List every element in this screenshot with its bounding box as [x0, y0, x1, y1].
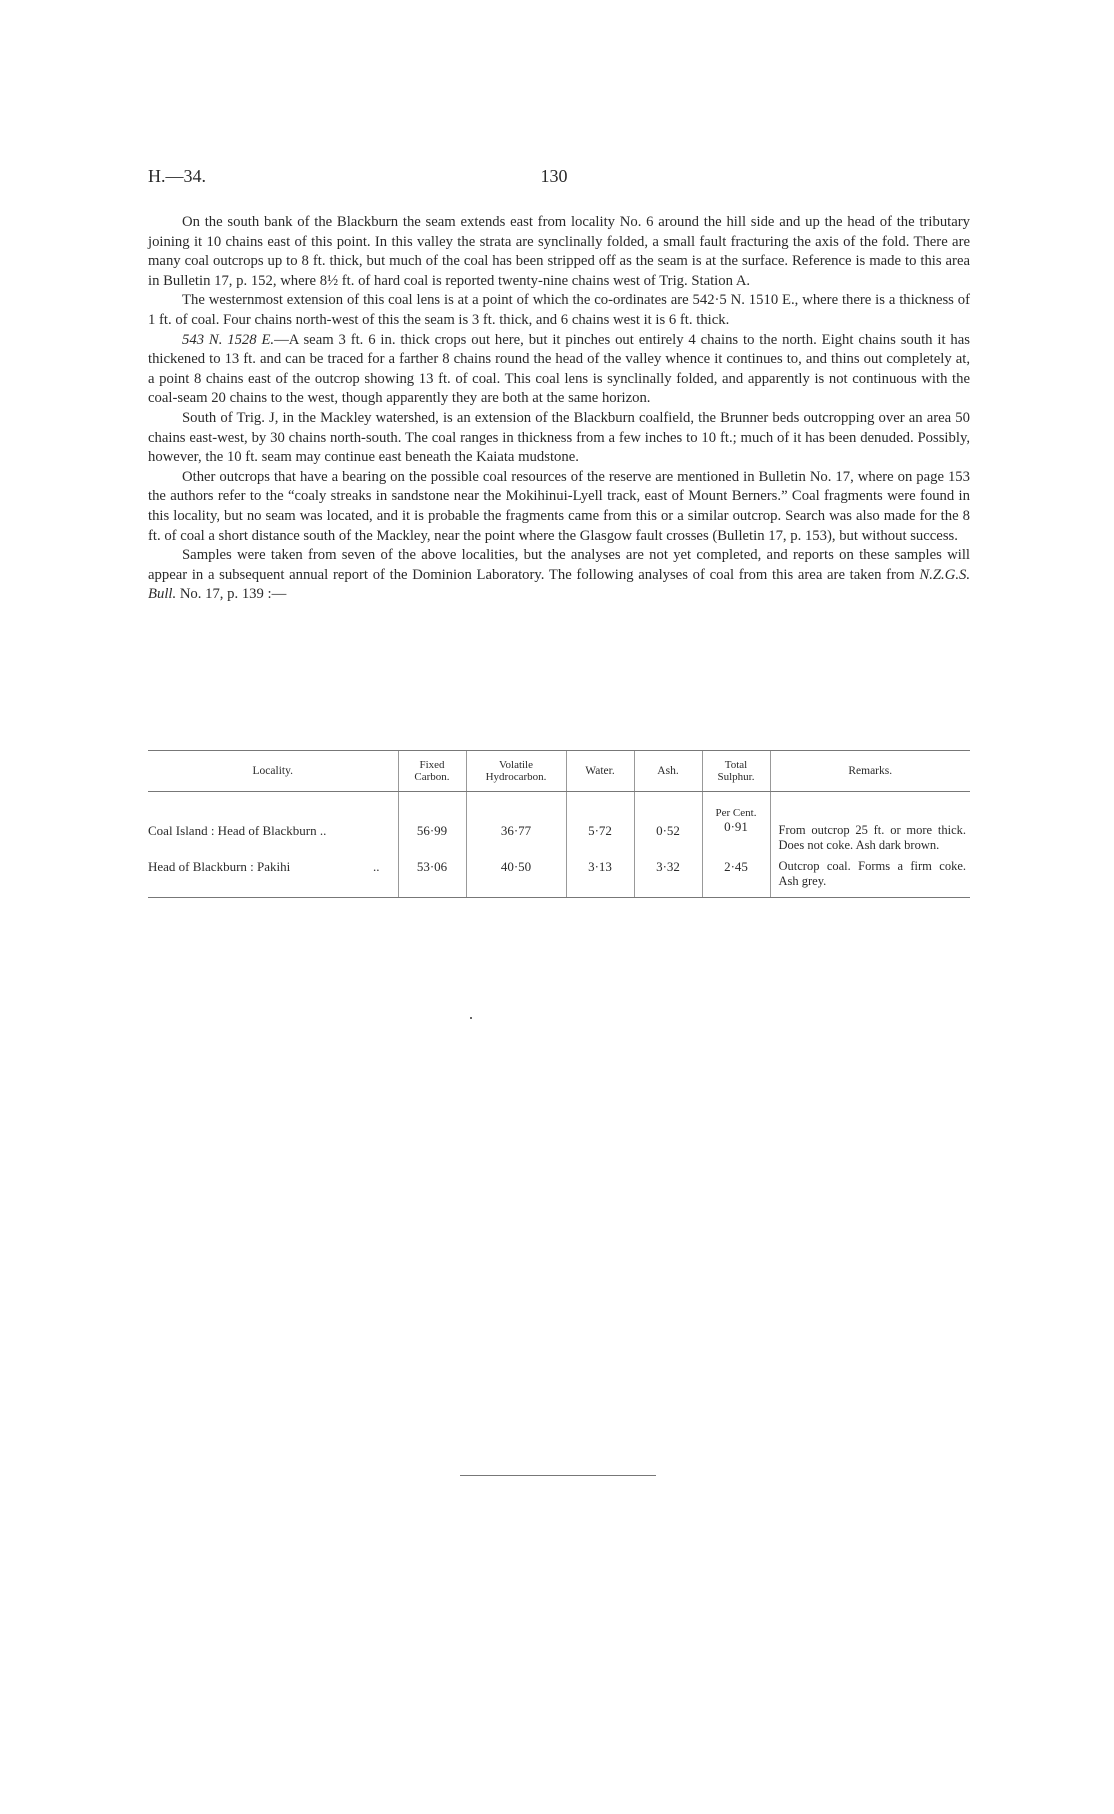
- header-locality: Locality.: [148, 751, 398, 792]
- table-row: [148, 856, 970, 898]
- cell-volatile: 36·77: [466, 804, 566, 856]
- cell-fixed-carbon: 53·06: [398, 856, 466, 898]
- coal-analysis-table: [148, 750, 970, 898]
- locality-paragraph: [148, 331, 970, 409]
- cell-locality: Coal Island : Head of Blackburn ..: [148, 823, 327, 838]
- cell-ash: 0·52: [634, 804, 702, 856]
- paragraph: The westernmost extension of this coal lens is at a point of which the co-ordinates are 542·5 N. 1510 E., where there is a thickness of 1 ft. of coal. Four chains north-west of this the seam is 3 ft. thick, and 6 chains west it is 6 ft. thick.: [148, 292, 970, 328]
- body-text: [148, 213, 970, 605]
- header-ash: Ash.: [634, 751, 702, 792]
- cell-fixed-carbon: 56·99: [398, 804, 466, 856]
- page-header: [0, 166, 1114, 190]
- table-header-row: [148, 751, 970, 792]
- header-fixed-carbon: Fixed Carbon.: [398, 751, 466, 792]
- source-reference: N.Z.G.S. Bull.: [148, 566, 971, 603]
- unit-label: Per Cent.: [715, 807, 757, 819]
- paragraph: South of Trig. J, in the Mackley watershed, is an extension of the Blackburn coalfield, the Brunner beds outcropping over an area 50 chains east-west, by 30 chains north-south. The coal ranges in thickness from a few inches to 10 ft.; much of it has been denuded. Possibly, however, the 10 ft. seam may continue east beneath the Kaiata mudstone.: [148, 409, 970, 466]
- cell-sulphur: 2·45: [702, 856, 770, 898]
- locality-heading: 543 N. 1528 E.: [182, 331, 275, 348]
- document-code: H.—34.: [148, 166, 206, 186]
- cell-volatile: 40·50: [466, 856, 566, 898]
- cell-sulphur: Per Cent. 0·91: [702, 804, 770, 856]
- table-row: [148, 804, 970, 856]
- cell-locality: Head of Blackburn : Pakihi ..: [148, 856, 398, 898]
- header-volatile: Volatile Hydrocarbon.: [466, 751, 566, 792]
- paragraph: On the south bank of the Blackburn the seam extends east from locality No. 6 around the hill side and up the head of the tributary joining it 10 chains east of this point. In this valley the strata are synclinally folded, a small fault fracturing the axis of the fold. There are many coal outcrops up to 8 ft. thick, but much of the coal has been stripped off as the seam is at the surface. Reference is made to this area in Bulletin 17, p. 152, where 8½ ft. of hard coal is reported twenty-nine chains west of Trig. Station A.: [148, 214, 970, 289]
- page-number: 130: [540, 166, 568, 186]
- cell-remarks: From outcrop 25 ft. or more thick. Does not coke. Ash dark brown.: [770, 804, 970, 856]
- stray-mark: [470, 1017, 472, 1019]
- paragraph: Other outcrops that have a bearing on the possible coal resources of the reserve are mentioned in Bulletin No. 17, where on page 153 the authors refer to the “coaly streaks in sandstone near the Mokihinui-Lyell track, east of Mount Berners.” Coal fragments were found in this locality, but no seam was located, and it is probable the fragments came from this or a similar outcrop. Search was also made for the 8 ft. of coal a short distance south of the Mackley, near the point where the Glasgow fault crosses (Bulletin 17, p. 153), but without success.: [148, 468, 970, 544]
- locality-text: —A seam 3 ft. 6 in. thick crops out here, but it pinches out entirely 4 chains to the north. Eight chains south it has thickened to 13 ft. and can be traced for a farther 8 chains round the head of the valley whence it continues to, and thins out completely at, a point 8 chains east of the outcrop showing 13 ft. of coal. This coal lens is synclinally folded, and apparently is not continuous with the coal-seam 20 chains to the west, though apparently they are both at the same horizon.: [148, 331, 970, 407]
- header-sulphur: Total Sulphur.: [702, 751, 770, 792]
- header-water: Water.: [566, 751, 634, 792]
- final-paragraph: Samples were taken from seven of the above localities, but the analyses are not yet completed, and reports on these samples will appear in a subsequent annual report of the Dominion Laboratory. The following analyses of coal from this area are taken from N.Z.G.S. Bull. No. 17, p. 139 :—: [148, 547, 971, 603]
- cell-ash: 3·32: [634, 856, 702, 898]
- cell-water: 3·13: [566, 856, 634, 898]
- end-rule: [460, 1475, 656, 1476]
- cell-water: 5·72: [566, 804, 634, 856]
- header-remarks: Remarks.: [770, 751, 970, 792]
- table-spacer: [148, 792, 970, 805]
- cell-remarks: Outcrop coal. Forms a firm coke. Ash grey.: [770, 856, 970, 898]
